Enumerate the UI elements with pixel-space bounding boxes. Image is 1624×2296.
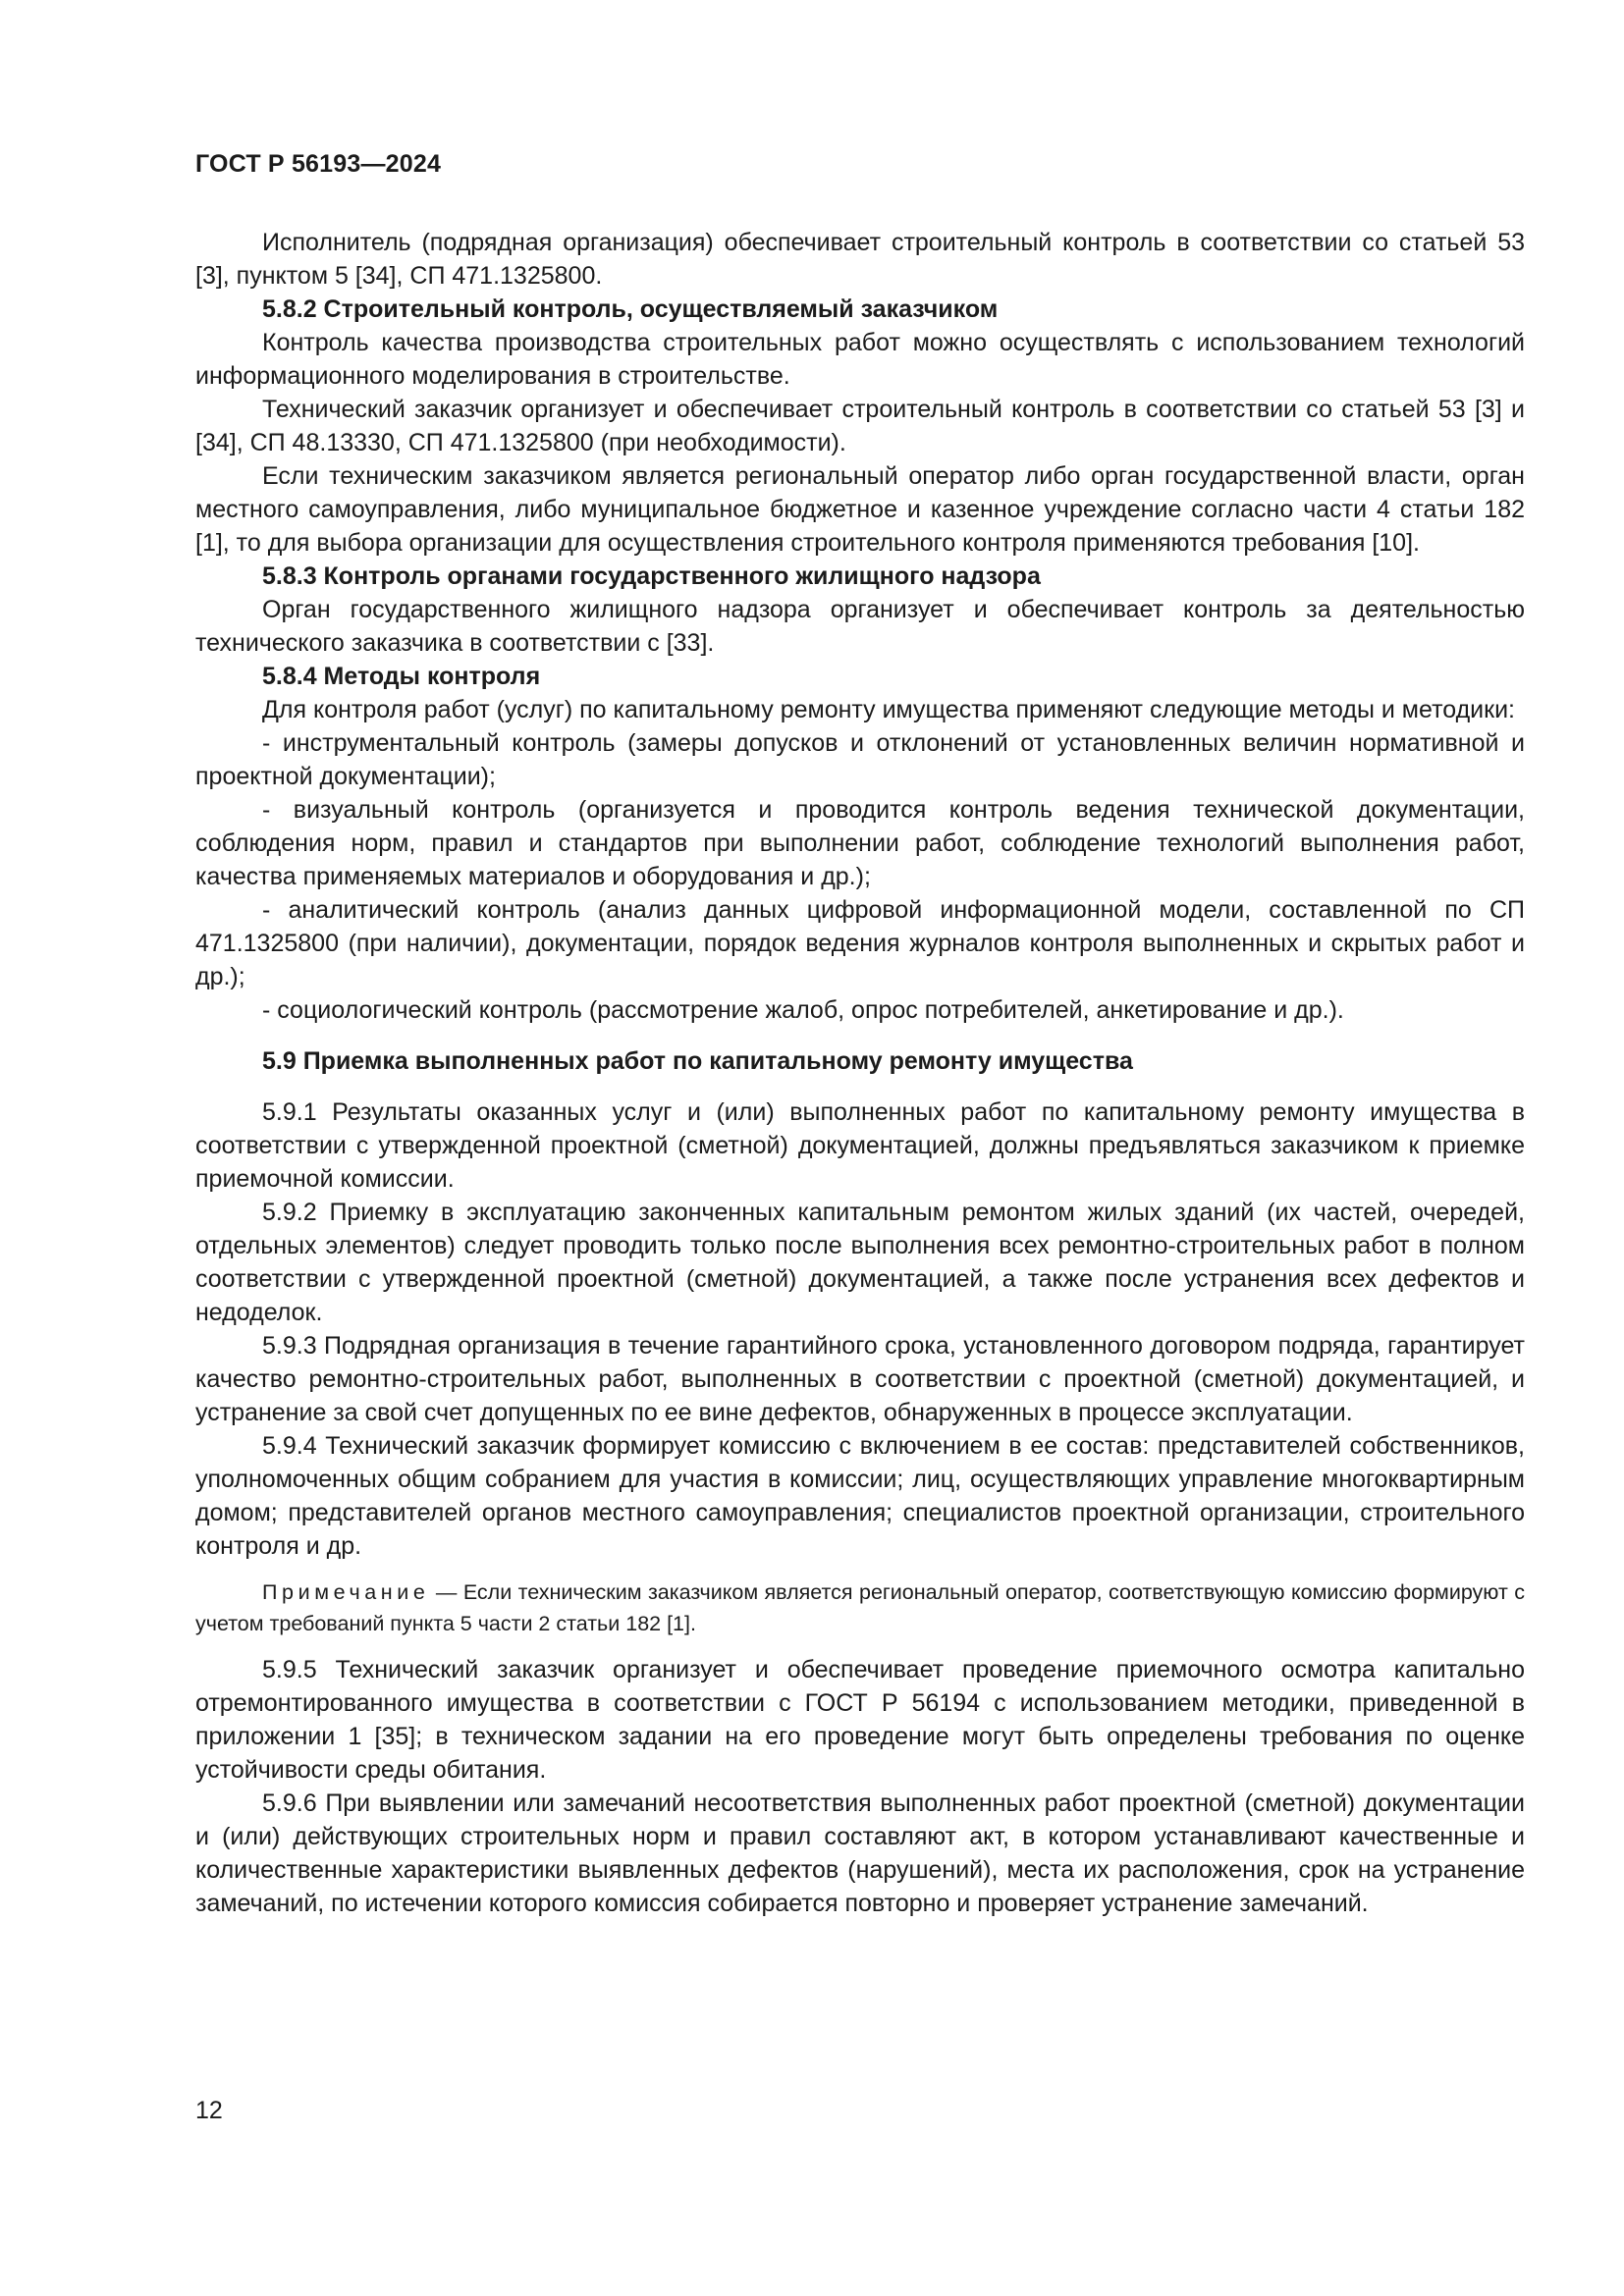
paragraph: 5.9.6 При выявлении или замечаний несоответствия выполненных работ проектной (сметной) документации и (или) действующих строительных норм и правил составляют акт, в котором устанавливают качественные и количественные характеристики выявленных дефектов (нарушений), места их расположения, срок на устранение замечаний, по истечении которого комиссия собирается повторно и проверяет устранение замечаний.	[195, 1789, 1525, 1917]
paragraph: Орган государственного жилищного надзора организует и обеспечивает контроль за деятельностью технического заказчика в соответствии с [33].	[195, 596, 1525, 657]
subsection-heading: 5.8.3 Контроль органами государственного жилищного надзора	[262, 562, 1041, 590]
list-item: - социологический контроль (рассмотрение жалоб, опрос потребителей, анкетирование и др.).	[262, 996, 1344, 1024]
subsection-heading: 5.8.2 Строительный контроль, осуществляемый заказчиком	[262, 295, 999, 323]
note	[195, 1576, 1525, 1639]
paragraph: Исполнитель (подрядная организация) обеспечивает строительный контроль в соответствии со статьей 53 [3], пунктом 5 [34], СП 471.1325800.	[195, 229, 1525, 290]
document-body	[195, 226, 1525, 1920]
list-item: - инструментальный контроль (замеры допусков и отклонений от установленных величин нормативной и проектной документации);	[195, 729, 1525, 790]
list-item: - аналитический контроль (анализ данных цифровой информационной модели, составленной по СП 471.1325800 (при наличии), документации, порядок ведения журналов контроля выполненных и скрытых работ и др.);	[195, 896, 1525, 990]
page-number: 12	[195, 2097, 223, 2124]
paragraph: 5.9.1 Результаты оказанных услуг и (или) выполненных работ по капитальному ремонту имущества в соответствии с утвержденной проектной (сметной) документацией, должны предъявляться заказчиком к приемке приемочной комиссии.	[195, 1098, 1525, 1193]
paragraph: Если техническим заказчиком является региональный оператор либо орган государственной власти, орган местного самоуправления, либо муниципальное бюджетное и казенное учреждение согласно части 4 статьи 182 [1], то для выбора организации для осуществления строительного контроля применяются требования [10].	[195, 462, 1525, 557]
paragraph: 5.9.2 Приемку в эксплуатацию законченных капитальным ремонтом жилых зданий (их частей, очередей, отдельных элементов) следует проводить только после выполнения всех ремонтно-строительных работ в полном соответствии с утвержденной проектной (сметной) документацией, а также после устранения всех дефектов и недоделок.	[195, 1199, 1525, 1326]
paragraph: 5.9.3 Подрядная организация в течение гарантийного срока, установленного договором подряда, гарантирует качество ремонтно-строительных работ, выполненных в соответствии с проектной (сметной) документацией, и устранение за свой счет допущенных по ее вине дефектов, обнаруженных в процессе эксплуатации.	[195, 1332, 1525, 1426]
paragraph: Контроль качества производства строительных работ можно осуществлять с использованием технологий информационного моделирования в строительстве.	[195, 329, 1525, 390]
paragraph: Для контроля работ (услуг) по капитальному ремонту имущества применяют следующие методы и методики:	[262, 696, 1515, 723]
paragraph: Технический заказчик организует и обеспечивает строительный контроль в соответствии со статьей 53 [3] и [34], СП 48.13330, СП 471.1325800 (при необходимости).	[195, 396, 1525, 456]
note-text: — Если техническим заказчиком является региональный оператор, соответствующую комиссию формируют с учетом требований пункта 5 части 2 статьи 182 [1].	[195, 1580, 1525, 1635]
list-item: - визуальный контроль (организуется и проводится контроль ведения технической документации, соблюдения норм, правил и стандартов при выполнении работ, соблюдение технологий выполнения работ, качества применяемых материалов и оборудования и др.);	[195, 796, 1525, 890]
paragraph: 5.9.4 Технический заказчик формирует комиссию с включением в ее состав: представителей собственников, уполномоченных общим собранием для участия в комиссии; лиц, осуществляющих управление многоквартирным домом; представителей органов местного самоуправления; специалистов проектной организации, строительного контроля и др.	[195, 1432, 1525, 1560]
paragraph: 5.9.5 Технический заказчик организует и обеспечивает проведение приемочного осмотра капитально отремонтированного имущества в соответствии с ГОСТ Р 56194 с использованием методики, приведенной в приложении 1 [35]; в техническом задании на его проведение могут быть определены требования по оценке устойчивости среды обитания.	[195, 1656, 1525, 1784]
section-heading: 5.9 Приемка выполненных работ по капитальному ремонту имущества	[262, 1047, 1133, 1075]
subsection-heading: 5.8.4 Методы контроля	[262, 663, 541, 690]
document-header: ГОСТ Р 56193—2024	[195, 150, 442, 178]
note-label: Примечание	[262, 1580, 430, 1604]
